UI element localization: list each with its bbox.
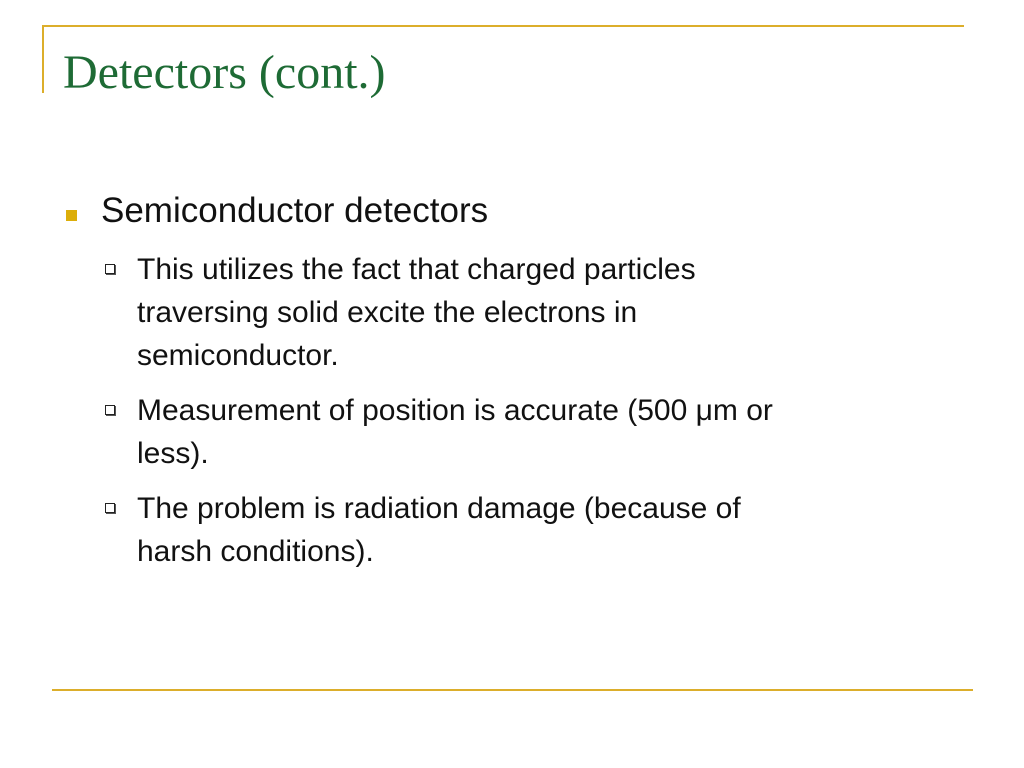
sub-bullet-text — [137, 389, 917, 475]
sub-bullet-text — [137, 487, 917, 573]
main-bullet-text: Semiconductor detectors — [101, 191, 489, 230]
bottom-accent-rule — [52, 689, 973, 691]
sub-bullet-line: The problem is radiation damage (because of — [137, 492, 741, 525]
slide-title: Detectors (cont.) — [63, 46, 386, 99]
sub-bullet-line: traversing solid excite the electrons in — [137, 296, 638, 329]
sub-bullet-line: This utilizes the fact that charged particles — [137, 253, 696, 286]
sub-bullet-line: Measurement of position is accurate (500 μm or — [137, 394, 773, 427]
sub-bullet-text — [137, 248, 917, 377]
sub-bullet-line: harsh conditions). — [137, 535, 374, 568]
square-bullet-icon — [66, 210, 77, 221]
sub-bullet-line: semiconductor. — [137, 339, 339, 372]
hollow-square-bullet-icon — [105, 264, 115, 274]
hollow-square-bullet-icon — [105, 503, 115, 513]
hollow-square-bullet-icon — [105, 405, 115, 415]
sub-bullet-line: less). — [137, 437, 209, 470]
left-accent-rule — [42, 25, 44, 93]
top-accent-rule — [42, 25, 964, 27]
